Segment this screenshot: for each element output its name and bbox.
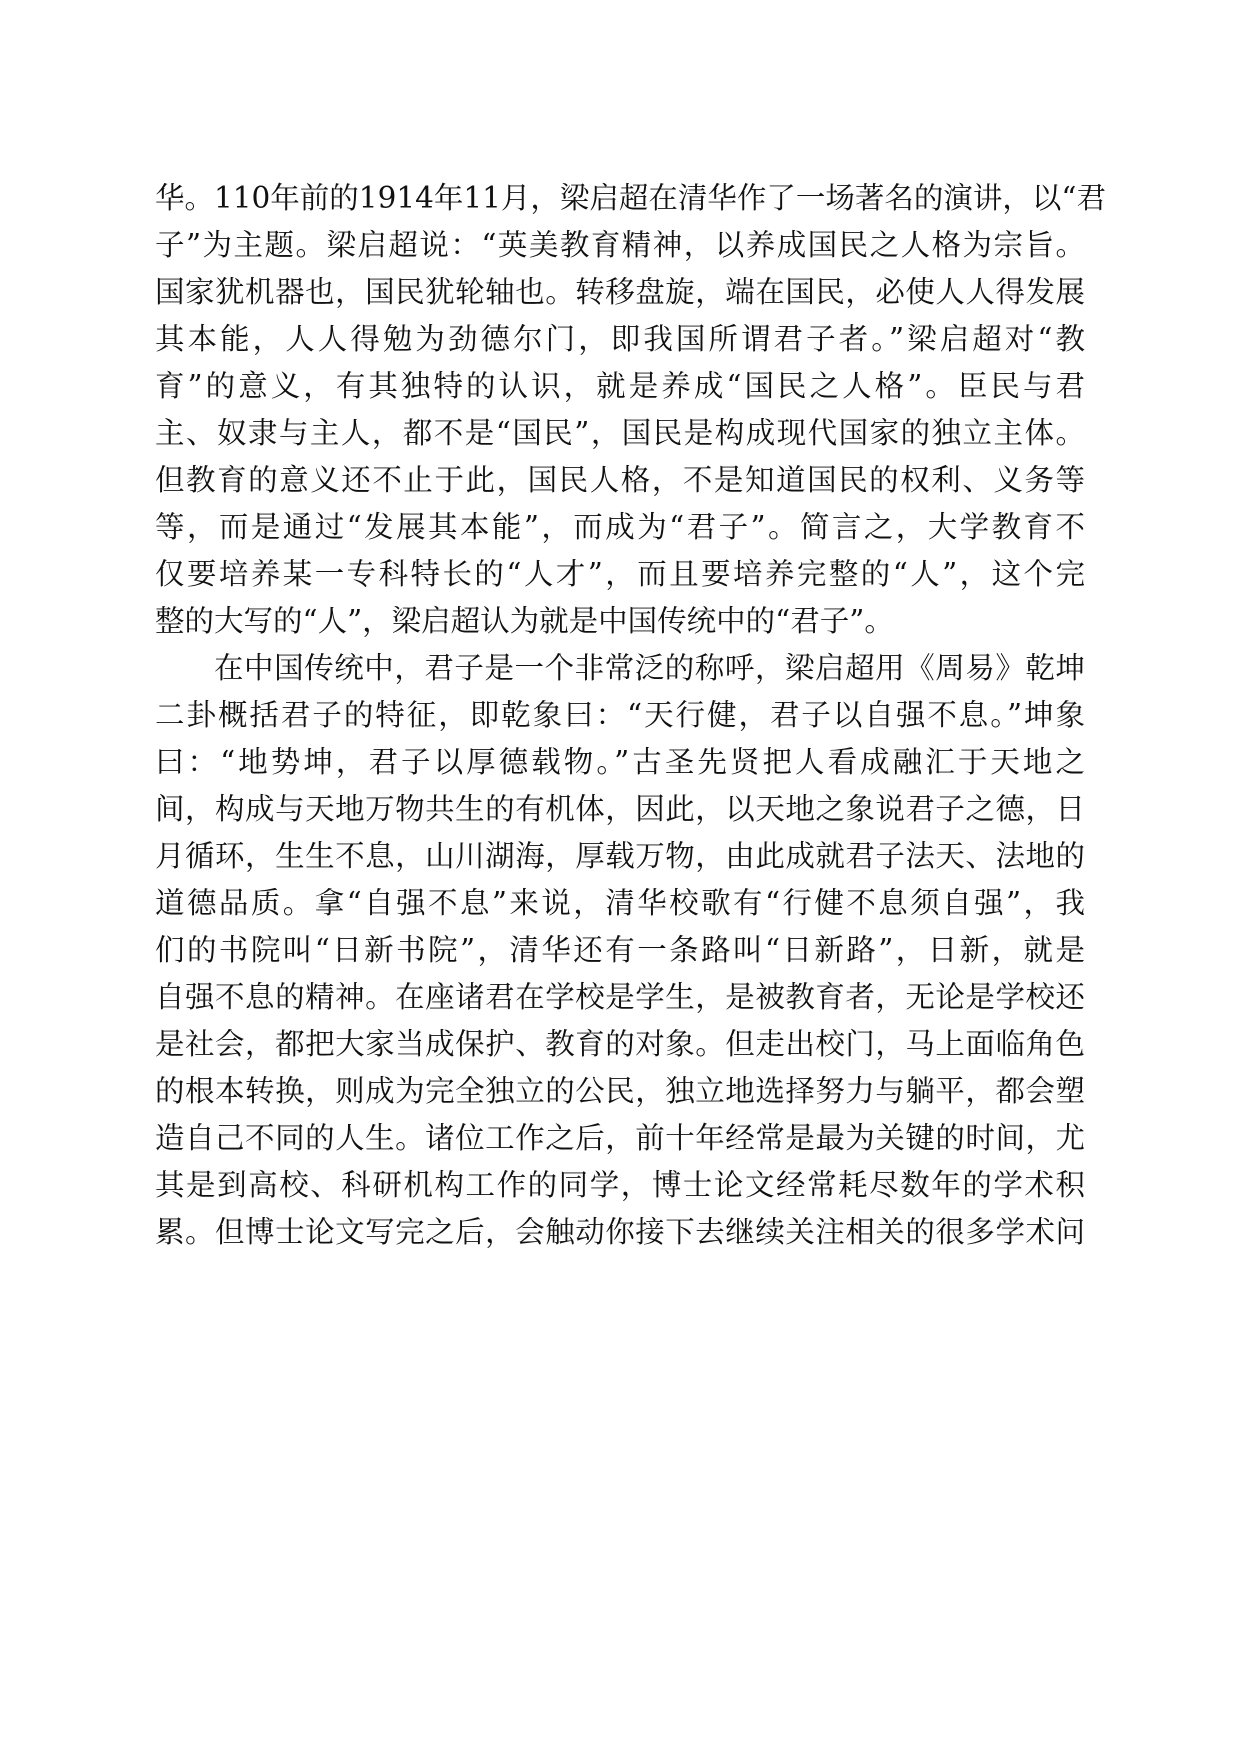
paragraph-1 [155, 175, 1107, 645]
text-line-indented: 在中国传统中，君子是一个非常泛的称呼，梁启超用《周易》乾坤 [214, 651, 1085, 685]
text-line: 造自己不同的人生。诸位工作之后，前十年经常是最为关键的时间，尤 [155, 1121, 1085, 1155]
text-line: 其是到高校、科研机构工作的同学，博士论文经常耗尽数年的学术积 [155, 1168, 1085, 1202]
text-line: 是社会，都把大家当成保护、教育的对象。但走出校门，马上面临角色 [155, 1027, 1085, 1061]
text-line: 华。110年前的1914年11月，梁启超在清华作了一场著名的演讲，以“君 [155, 181, 1107, 215]
text-line: 月循环，生生不息，山川湖海，厚载万物，由此成就君子法天、法地的 [155, 839, 1085, 873]
text-line: 育”的意义，有其独特的认识，就是养成“国民之人格”。臣民与君 [155, 369, 1085, 403]
text-line: 其本能，人人得勉为劲德尔门，即我国所谓君子者。”梁启超对“教 [155, 322, 1085, 356]
text-line: 累。但博士论文写完之后，会触动你接下去继续关注相关的很多学术问 [155, 1215, 1085, 1249]
text-line: 国家犹机器也，国民犹轮轴也。转移盘旋，端在国民，必使人人得发展 [155, 275, 1085, 309]
text-line: 子”为主题。梁启超说：“英美教育精神，以养成国民之人格为宗旨。 [155, 228, 1085, 262]
text-line: 间，构成与天地万物共生的有机体，因此，以天地之象说君子之德，日 [155, 792, 1085, 826]
text-line: 主、奴隶与主人，都不是“国民”，国民是构成现代国家的独立主体。 [155, 416, 1085, 450]
text-line: 曰：“地势坤，君子以厚德载物。”古圣先贤把人看成融汇于天地之 [155, 745, 1085, 779]
text-line: 但教育的意义还不止于此，国民人格，不是知道国民的权利、义务等 [155, 463, 1085, 497]
paragraph-2 [155, 645, 1085, 1256]
body-text [155, 175, 1107, 1256]
text-line: 等，而是通过“发展其本能”，而成为“君子”。简言之，大学教育不 [155, 510, 1085, 544]
text-line: 整的大写的“人”，梁启超认为就是中国传统中的“君子”。 [155, 604, 894, 638]
text-line: 二卦概括君子的特征，即乾象曰：“天行健，君子以自强不息。”坤象 [155, 698, 1085, 732]
text-line: 道德品质。拿“自强不息”来说，清华校歌有“行健不息须自强”，我 [155, 886, 1085, 920]
text-line: 仅要培养某一专科特长的“人才”，而且要培养完整的“人”，这个完 [155, 557, 1085, 591]
text-line: 自强不息的精神。在座诸君在学校是学生，是被教育者，无论是学校还 [155, 980, 1085, 1014]
text-line: 的根本转换，则成为完全独立的公民，独立地选择努力与躺平，都会塑 [155, 1074, 1085, 1108]
text-line: 们的书院叫“日新书院”，清华还有一条路叫“日新路”，日新，就是 [155, 933, 1085, 967]
